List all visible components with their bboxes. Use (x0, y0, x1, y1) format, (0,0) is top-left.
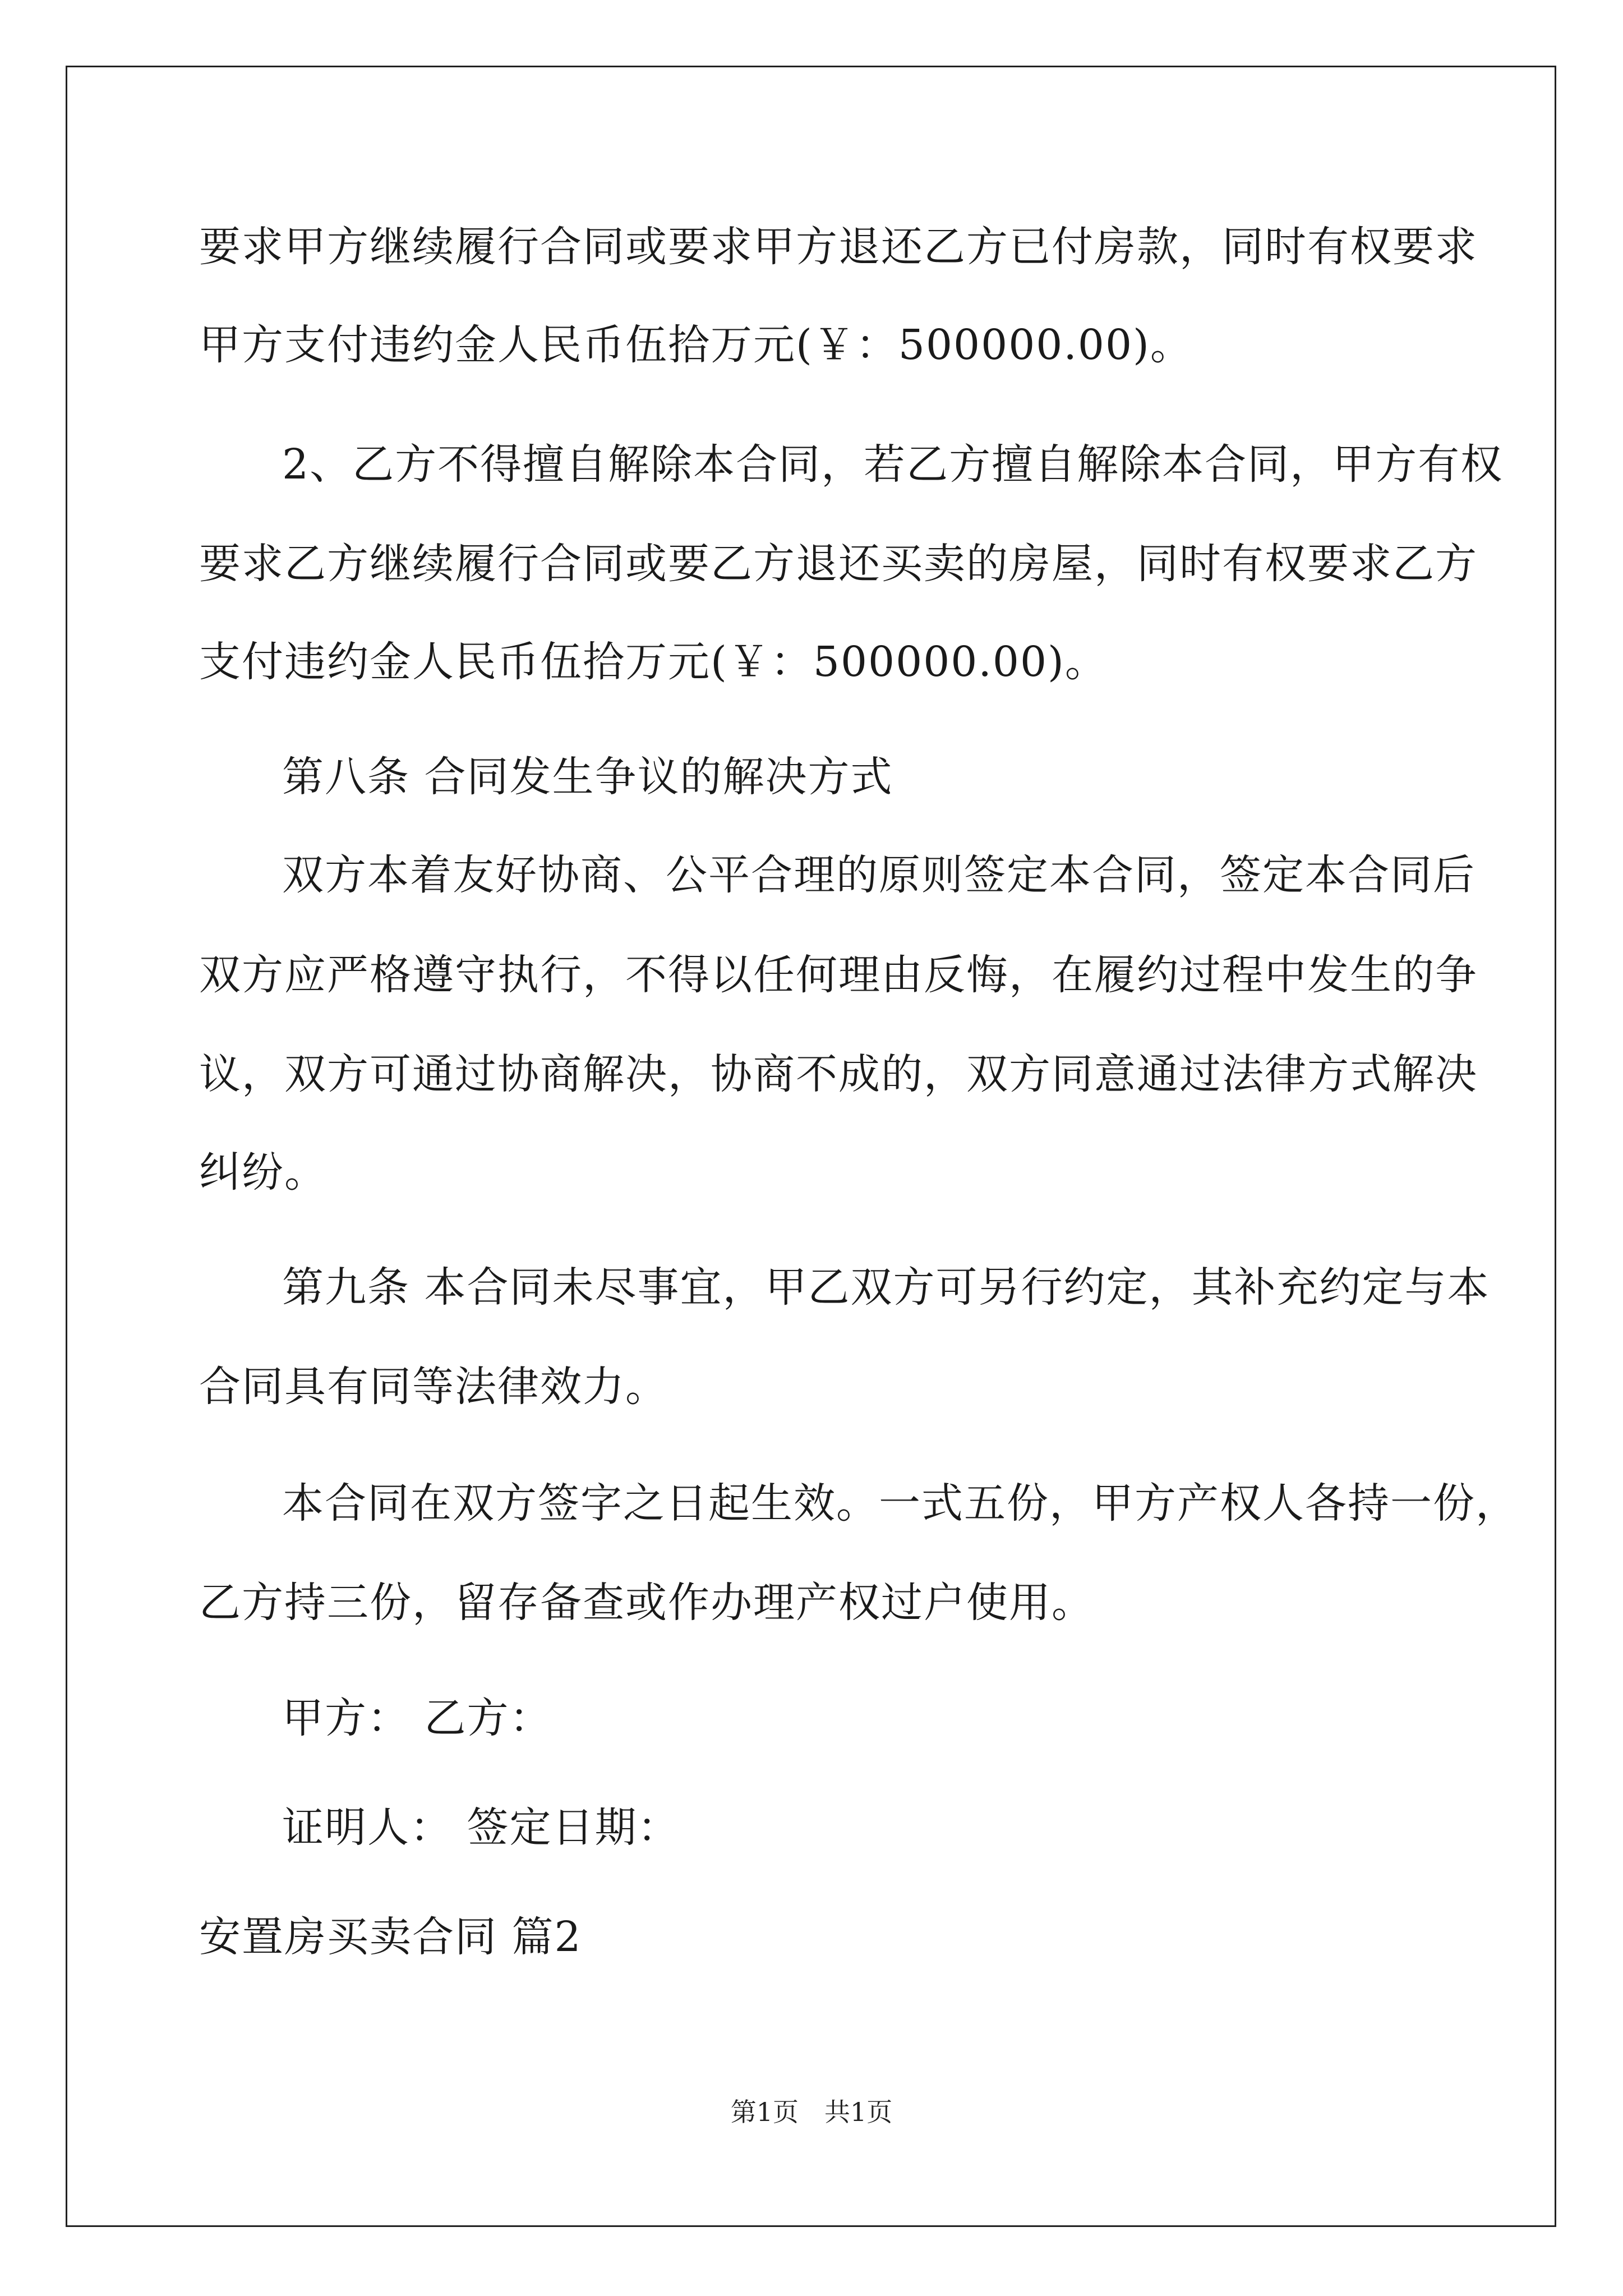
text-line: 纠纷。 (199, 1148, 327, 1197)
paragraph-start-line: 本合同在双方签字之日起生效。一式五份，甲方产权人各持一份， (282, 1479, 1518, 1527)
text-line: 乙方持三份，留存备查或作办理产权过户使用。 (199, 1579, 1094, 1627)
page-number-footer: 第1页 共1页 (730, 2097, 893, 2127)
text-line: 甲方支付违约金人民币伍拾万元(￥：500000.00)。 (199, 321, 1193, 369)
witness-date-line: 证明人： 签定日期： (282, 1803, 680, 1852)
signature-parties-line: 甲方： 乙方： (282, 1694, 552, 1742)
text-line: 要求乙方继续履行合同或要乙方退还买卖的房屋，同时有权要求乙方 (199, 540, 1478, 588)
text-line: 议，双方可通过协商解决，协商不成的，双方同意通过法律方式解决 (199, 1050, 1478, 1098)
paragraph-start-line: 第九条 本合同未尽事宜，甲乙双方可另行约定，其补充约定与本 (282, 1263, 1490, 1312)
text-line: 要求甲方继续履行合同或要求甲方退还乙方已付房款，同时有权要求 (199, 223, 1478, 271)
section-heading: 第八条 合同发生争议的解决方式 (282, 753, 893, 801)
paragraph-start-line: 2、乙方不得擅自解除本合同，若乙方擅自解除本合同，甲方有权 (282, 440, 1504, 489)
text-line: 合同具有同等法律效力。 (199, 1363, 668, 1411)
page-border (66, 66, 1556, 2227)
text-line: 支付违约金人民币伍拾万元(￥：500000.00)。 (199, 638, 1108, 686)
paragraph-start-line: 双方本着友好协商、公平合理的原则签定本合同，签定本合同后 (282, 851, 1476, 899)
section-title: 安置房买卖合同 篇2 (199, 1913, 582, 1961)
text-line: 双方应严格遵守执行，不得以任何理由反悔，在履约过程中发生的争 (199, 951, 1478, 999)
